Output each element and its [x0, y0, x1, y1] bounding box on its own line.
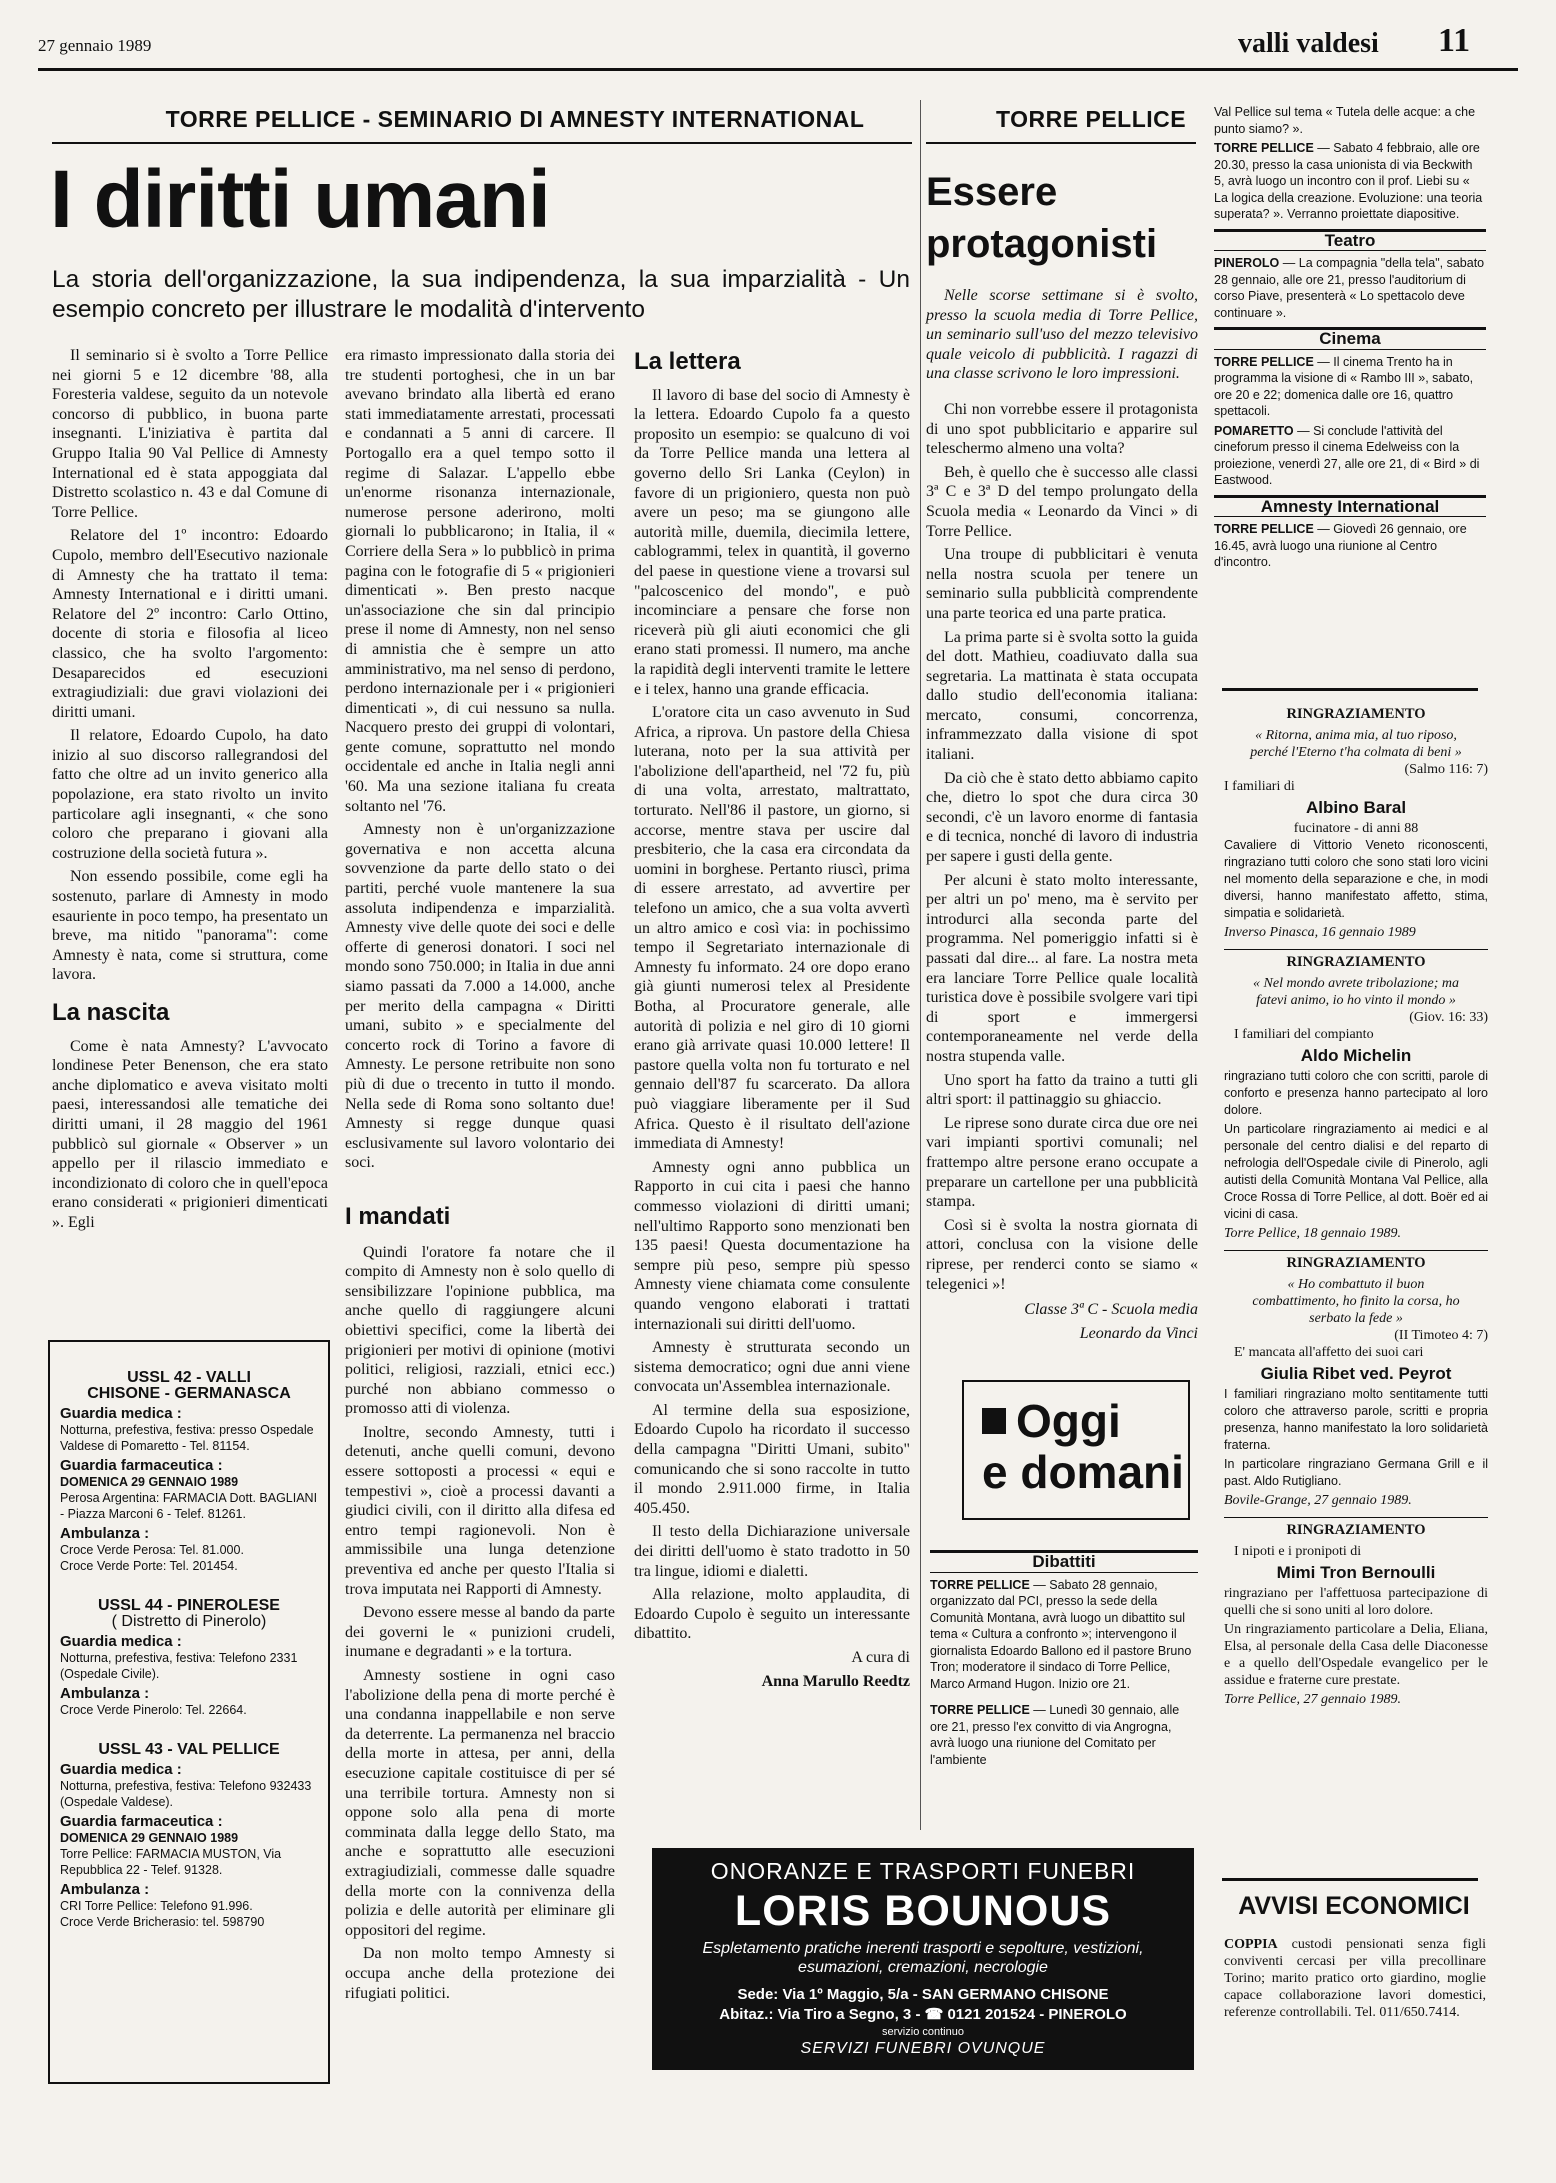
message: I familiari ringraziano molto sentitamente tutti coloro che attraverso parole, scritti e propria presenza, hanno manifestato la loro solidarietà fraterna. [1224, 1387, 1488, 1452]
intro: Nelle scorse settimane si è svolto, presso la scuola media di Torre Pellice, un seminario sull'uso del mezzo televisivo quale veicolo di pubblicità. I ragazzi di una classe scrivono le loro impressioni. [926, 287, 1198, 383]
para: Amnesty è strutturata secondo un sistema democratico; ogni due anni viene convocata un'Assemblea internazionale. [634, 1339, 910, 1396]
text: DOMENICA 29 GENNAIO 1989 [60, 1831, 239, 1845]
ad-sede: Sede: Via 1º Maggio, 5/a - SAN GERMANO CHISONE [737, 1986, 1109, 2003]
protagonisti-body [926, 286, 1198, 1347]
oggi-label: Oggi [1016, 1395, 1121, 1447]
text: Notturna, prefestiva, festiva: presso Ospedale Valdese di Pomaretto - Tel. 81154. [60, 1423, 314, 1453]
quote: « Ho combattuto il buon combattimento, ho finito la corsa, ho serbato la fede » [1252, 1277, 1460, 1326]
cinema-header: Cinema [1214, 327, 1486, 350]
event-place: PINEROLO [1214, 256, 1280, 270]
domani-label: e domani [982, 1446, 1184, 1498]
label: Guardia medica : [60, 1761, 182, 1778]
main-col3 [634, 346, 910, 1695]
para: Beh, è quello che è successo alle classi 3ª C e 3ª D del tempo prolungato della Scuola media « Leonardo da Vinci » di Torre Pellice. [926, 463, 1198, 540]
dibattiti [930, 1544, 1198, 1771]
event-place: TORRE PELLICE [930, 1703, 1030, 1717]
para: Alla relazione, molto applaudita, di Edoardo Cupolo è seguito un interessante dibattito. [634, 1586, 910, 1643]
text: Notturna, prefestiva, festiva: Telefono 2331 (Ospedale Civile). [60, 1651, 298, 1681]
ad-service: servizio continuo [882, 2026, 964, 2038]
deceased-name: Aldo Michelin [1300, 1046, 1412, 1065]
ringraziamento-header: RINGRAZIAMENTO [1224, 1517, 1488, 1539]
protagonisti-kicker: TORRE PELLICE [996, 106, 1187, 132]
protagonisti-headline: Essere protagonisti [926, 170, 1158, 266]
intro: E' mancata all'affetto dei suoi cari [1234, 1345, 1424, 1360]
para: Devono essere messe al bando da parte dei governi le « punizioni crudeli, inumane e degradanti » e la tortura. [345, 1604, 615, 1661]
para: Quindi l'oratore fa notare che il compito di Amnesty non è solo quello di sensibilizzare l'opinione pubblica, ma anche quello di raggiungere alcuni obiettivi specifici, come la libertà dei prigionieri per motivi di opinione (motivi politici, religiosi, razziali, etnici ecc.) purché non abbiano commesso o promosso atti di violenza. [345, 1243, 615, 1418]
para: Inoltre, secondo Amnesty, tutti i detenuti, anche quelli comuni, devono essere sottoposti a processi « equi e tempestivi », cioè a processi davanti a giudici civili, con il diritto alla difesa ed entro tempi ragionevoli. Non è ammissibile una lunga detenzione preventiva ed anche per questo l'Italia si trova imputata nei Rapporti di Amnesty. [345, 1423, 615, 1598]
label: Guardia medica : [60, 1405, 182, 1422]
ad-name: LORIS BOUNOUS [734, 1887, 1112, 1935]
ad-text: custodi pensionati senza figli conviventi cercasi per villa precollinare Torino; marito pratico orto giardino, moglie capace collaborazione lavori domestici, referenze controllabili. Tel. 011/650.7414. [1224, 1937, 1486, 2020]
event [1214, 140, 1486, 223]
avvisi-ad [1224, 1936, 1486, 2021]
subhead-mandati: I mandati [345, 1202, 451, 1230]
para: era rimasto impressionato dalla storia dei tre studenti portoghesi, che in un bar avevano brindato alla libertà ed erano stati immediatamente arrestati, processati e condannati a 5 anni di carcere. Il Portogallo era a quel tempo sotto il regime di Salazar. L'appello ebbe un'enorme risonanza internazionale, numerose persone aderirono, molti giornali lo pubblicarono; in Italia, il « Corriere della Sera » lo pubblicò in prima pagina con le fotografie di 5 « prigionieri dimenticati ». Ben presto nacque un'associazione che sin dal principio prese il nome di Amnesty, non nel senso di amnistia che è sempre un atto amministrativo, ma nel senso di perdono, perdono internazionale per i « prigionieri dimenticati », di cui nessuno sa nulla. Nacquero presto dei gruppi di volontari, gente comune, soprattutto nel mondo occidentale ed anche in Italia negli anni '60. Ma una sezione italiana fu creata soltanto nel '76. [345, 347, 615, 815]
intro: I nipoti e i pronipoti di [1234, 1544, 1362, 1559]
quote-ref: (II Timoteo 4: 7) [1394, 1328, 1488, 1343]
page-number: 11 [1438, 22, 1471, 59]
para: Chi non vorrebbe essere il protagonista di uno spot pubblicitario e apparire sul teleschermo almeno una volta? [926, 400, 1198, 458]
main-kicker: TORRE PELLICE - SEMINARIO DI AMNESTY INTERNATIONAL [165, 106, 865, 132]
event-text: — Sabato 4 febbraio, alle ore 20.30, presso la casa unionista di via Beckwith 5, avrà luogo un incontro con il prof. Liebi su « La logica della creazione. Evoluzione: una teoria superata? ». Verranno proiettate diapositive. [1214, 141, 1483, 221]
ad-desc: Espletamento pratiche inerenti trasporti e sepolture, vestizioni, esumazioni, cremazioni, necrologie [702, 1940, 1144, 1976]
para: Amnesty ogni anno pubblica un Rapporto in cui cita i paesi che hanno commesso violazioni di diritti umani; nell'ultimo Rapporto sono menzionati ben 135 paesi! Questa documentazione ha sempre più peso, sempre più spesso Amnesty viene chiamata come consulente quando vengono elaborati i trattati internazionali sui diritti dell'uomo. [634, 1158, 910, 1333]
ringraziamento-header: RINGRAZIAMENTO [1224, 949, 1488, 971]
message: In particolare ringraziano Germana Grill e il past. Aldo Rutigliano. [1224, 1457, 1488, 1488]
place-date: Bovile-Grange, 27 gennaio 1989. [1224, 1493, 1412, 1508]
para: Al termine della sua esposizione, Edoardo Cupolo ha ricordato il successo della campagna "Diritti Umani, subito" comunicando che si sono raccolte in tutto il mondo 2.911.000 firme, in Italia 405.450. [634, 1401, 910, 1517]
event [1214, 521, 1486, 571]
kicker-rule [926, 142, 1196, 144]
event-text: — Si conclude l'attività del cineforum presso il cinema Edelweiss con la proiezione, venerdì 27, alle ore 21, di « Bird » di Eastwood. [1214, 423, 1480, 487]
deceased-name: Albino Baral [1305, 798, 1407, 817]
text: Perosa Argentina: FARMACIA Dott. BAGLIANI - Piazza Marconi 6 - Telef. 81261. [60, 1491, 318, 1521]
oggi-domani-box [962, 1380, 1190, 1520]
para: Una troupe di pubblicitari è venuta nella nostra scuola per tenere un seminario sulla pubblicità comprendente una parte teorica ed una parte pratica. [926, 546, 1198, 622]
para: Le riprese sono durate circa due ore nei vari impianti sportivi comunali; nel frattempo altre persone erano occupate a preparare un cartellone per una pubblicità stampa. [926, 1114, 1198, 1211]
ringraziamenti [1224, 694, 1488, 1710]
place-date: Torre Pellice, 18 gennaio 1989. [1224, 1226, 1402, 1241]
para: Non essendo possibile, come egli ha sostenuto, parlare di Amnesty in modo esauriente in poco tempo, ha presentato un breve, ma nitido "panorama": come Amnesty è nata, come si struttura, come lavora. [52, 868, 328, 984]
intro: I familiari di [1224, 779, 1295, 794]
deceased-name: Giulia Ribet ved. Peyrot [1260, 1364, 1452, 1383]
masthead: valli valdesi [1238, 28, 1379, 59]
funeral-ad [652, 1848, 1194, 2070]
message: Cavaliere di Vittorio Veneto riconoscenti, ringraziano tutti coloro che sono stati loro vicini nel momento della separazione e che, in modi diversi, hanno manifestato affetto, stima, simpatia e solidarietà. [1224, 838, 1488, 920]
text: CRI Torre Pellice: Telefono 91.996. [60, 1899, 253, 1913]
event: Val Pellice sul tema « Tutela delle acque: a che punto siamo? ». [1214, 105, 1476, 136]
label: Guardia medica : [60, 1633, 182, 1650]
para: Come è nata Amnesty? L'avvocato londinese Peter Benenson, che era stato anche diplomatico e aveva visitato molti paesi, interessandosi alle tematiche dei diritti umani, il 28 maggio del 1961 pubblicò sul giornale « Observer » un appello per il rilascio immediato e incondizionato di coloro che in quell'epoca erano considerati « prigionieri dimenticati ». Egli [52, 1037, 328, 1231]
para: La prima parte si è svolta sotto la guida del dott. Mathieu, coadiuvato dalla sua segretaria. La mattinata è stata occupata dallo studio dell'economia italiana: mercato, consumi, concorrenza, inframmezzato dalla visione di spot italiani. [926, 628, 1198, 764]
kicker-rule [52, 142, 912, 144]
text: Croce Verde Porte: Tel. 201454. [60, 1559, 238, 1573]
ad-bottom: SERVIZI FUNEBRI OVUNQUE [800, 2040, 1046, 2057]
event-place: TORRE PELLICE [1214, 522, 1314, 536]
message: ringraziano per l'affettuosa partecipazione di quelli che si sono uniti al loro dolore. [1224, 1586, 1488, 1618]
deceased-name: Mimi Tron Bernoulli [1276, 1563, 1436, 1582]
para: L'oratore cita un caso avvenuto in Sud Africa, a riprova. Un pastore della Chiesa luterana, noto per la sua attività per l'abolizione dell'apartheid, nel '72 fu, più di una volta, arrestato, maltrattato, torturato. Nell'86 il pastore, un giorno, si accorse, mentre stava per uscire dal presbiterio, che la casa era circondata da uomini in borghese. Pertanto riuscì, prima di essere arrestato, ad avvertire per telefono un amico, che a sua volta avvertì un altro amico e così via: in pochissimo tempo il Segretariato internazionale di Amnesty fu informato. 24 ore dopo erano già giunti numerosi telex al Presidente Botha, al Procuratore generale, alle autorità di polizia e nel giro di 10 giorni erano già arrivate quasi 10.000 lettere! Il pastore quella volta non fu torturato e nel gennaio dell'87 fu scarcerato. Da allora può viaggiare liberamente per il Sud Africa. Questo è il risultato dell'azione immediata di Amnesty! [634, 704, 910, 1153]
ussl-box [48, 1340, 330, 2084]
ad-abit: Abitaz.: Via Tiro a Segno, 3 - ☎ 0121 201524 - PINEROLO [719, 2006, 1127, 2023]
message: ringraziano tutti coloro che con scritti, parole di conforto e presenza hanno partecipato al loro dolore. [1224, 1069, 1488, 1117]
main-col2 [345, 346, 615, 2007]
para: Per alcuni è stato molto interessante, per altri un po' meno, ma è servito per introdurci alla seconda parte del programma. Nel pomeriggio infatti si è passati dal dire... al fare. La nostra meta era lanciare Torre Pellice quale località turistica dove è possibile svolgere vari tipi di sport e immergersi contemporaneamente nel verde della nostra stupenda valle. [926, 871, 1198, 1065]
column-rule [920, 100, 921, 1830]
event-text: — Giovedì 26 gennaio, ore 16.45, avrà luogo una riunione al Centro d'incontro. [1214, 522, 1467, 569]
byline-pre: A cura di [851, 1649, 910, 1666]
right-col-events [1214, 104, 1486, 574]
para: Il lavoro di base del socio di Amnesty è la lettera. Edoardo Cupolo fa a questo proposito un esempio: se qualcuno di voi da Torre Pellice manda una lettera al governo dello Sri Lanka (Ceylon) in favore di un prigioniero, questa non può avere un peso; ma se giungono alle autorità mille, duemila, diecimila lettere, cablogrammi, telex in quantità, il governo del paese in questione viene a trovarsi sul "palcoscenico del mondo", e può incominciare a pensare che forse non riceverà più gli aiuti economici che gli erano stati promessi. Il numero, ma anche la rapidità degli interventi tramite le lettere e i telex, hanno una grande efficacia. [634, 386, 910, 698]
para: Da ciò che è stato detto abbiamo capito che, dietro lo spot che dura circa 30 secondi, c'è un lavoro enorme di fantasia e di tecnica, nonché di lavoro di industria per sapere i gusti della gente. [926, 769, 1198, 866]
ussl44-title: USSL 44 - PINEROLESE [98, 1597, 280, 1614]
main-col1 [52, 346, 328, 1237]
ringraziamento-header: RINGRAZIAMENTO [1286, 706, 1426, 722]
text: Croce Verde Pinerolo: Tel. 22664. [60, 1703, 247, 1717]
deceased-desc: fucinatore - di anni 88 [1293, 821, 1419, 836]
ad-top: ONORANZE E TRASPORTI FUNEBRI [710, 1858, 1136, 1884]
text: Torre Pellice: FARMACIA MUSTON, Via Repubblica 22 - Telef. 91328. [60, 1847, 282, 1877]
para: Relatore del 1º incontro: Edoardo Cupolo, membro dell'Esecutivo nazionale di Amnesty che ha trattato il tema: Amnesty International e i diritti umani. Relatore del 2º incontro: Carlo Ottino, docente di storia e filosofia al liceo classico, che ha svolto l'argomento: Desaparecidos ed esecuzioni extragiudiziali: due gravi violazioni dei diritti umani. [52, 527, 328, 721]
event-place: TORRE PELLICE [1214, 141, 1314, 155]
para: Amnesty sostiene in ogni caso l'abolizione della pena di morte perché è una condanna inappellabile e non serve da deterrente. La permanenza nel braccio della morte in attesa, per anni, della esecuzione capitale costituisce di per sé una terribile tortura. Amnesty non si oppone solo alla pena di morte comminata dalla legge dello Stato, ma anche e soprattutto alle esecuzioni extragiudiziali, commesse dalle squadre della morte con la connivenza della polizia e delle autorità per eliminare gli oppositori del regime. [345, 1667, 615, 1939]
ussl42-subtitle: CHISONE - GERMANASCA [87, 1385, 291, 1402]
label: Ambulanza : [60, 1525, 150, 1542]
message: Un ringraziamento particolare a Delia, Eliana, Elsa, al personale della Casa delle Diaconesse e a quello dell'Ospedale evangelico per le assidue e fraterne cure prestate. [1224, 1622, 1488, 1688]
label: Ambulanza : [60, 1685, 150, 1702]
square-bullet-icon [982, 1408, 1006, 1434]
quote: « Nel mondo avrete tribolazione; ma fatevi animo, io ho vinto il mondo » [1253, 976, 1459, 1008]
byline: Anna Marullo Reedtz [761, 1672, 910, 1690]
place-date: Inverso Pinasca, 16 gennaio 1989 [1224, 925, 1416, 940]
message: Un particolare ringraziamento ai medici e al personale del centro dialisi e del reparto di nefrologia dell'Ospedale civile di Pinerolo, agli autisti della Comunità Montana Val Pellice, alla Croce Rossa di Torre Pellice, al dott. Boër ed ai vicini di casa. [1224, 1122, 1488, 1221]
label: Guardia farmaceutica : [60, 1457, 223, 1474]
ussl44-subtitle: ( Distretto di Pinerolo) [111, 1613, 267, 1630]
ussl43-title: USSL 43 - VAL PELLICE [98, 1741, 280, 1758]
event-place: POMARETTO [1214, 423, 1294, 438]
event-place: TORRE PELLICE [1214, 354, 1314, 369]
event-place: TORRE PELLICE [930, 1577, 1030, 1592]
event-text: — Lunedì 30 gennaio, alle ore 21, presso l'ex convitto di via Angrogna, avrà luogo una riunione del Comitato per l'ambiente [930, 1703, 1180, 1767]
event [1214, 423, 1486, 489]
section-rule [1222, 1878, 1478, 1881]
text: Notturna, prefestiva, festiva: Telefono 932433 (Ospedale Valdese). [60, 1779, 312, 1809]
event [1214, 255, 1486, 321]
text: Croce Verde Bricherasio: tel. 598790 [60, 1915, 265, 1929]
event [930, 1702, 1198, 1768]
header-rule [38, 68, 1518, 71]
quote: « Ritorna, anima mia, al tuo riposo, perché l'Eterno t'ha colmata di beni » [1250, 728, 1462, 760]
main-deck: La storia dell'organizzazione, la sua indipendenza, la sua imparzialità - Un esempio concreto per illustrare le modalità d'intervento [52, 266, 910, 323]
para: Amnesty non è un'organizzazione governativa e non accetta alcuna sovvenzione da parte dello stato o dei partiti, perché vuole mantenere la sua assoluta indipendenza e imparzialità. Amnesty vive delle quote dei soci e delle offerte di generosi donatori. I soci nel mondo sono 750.000; in Italia in due anni siamo passati da 7.000 a 14.000, anche per merito della campagna « Diritti umani, subito » e specialmente del concerto rock di Torino a favore di Amnesty. Le persone retribuite non sono più di due o trecento in tutto il mondo. Nella sede di Roma sono soltanto due! Amnesty si regge dunque quasi esclusivamente sul lavoro volontario dei soci. [345, 821, 615, 1172]
event-text: — La compagnia "della tela", sabato 28 gennaio, alle ore 21, presso l'auditorium di corso Piave, presenterà « Lo spettacolo deve continuare ». [1214, 256, 1485, 320]
teatro-header: Teatro [1214, 229, 1486, 252]
subhead-nascita: La nascita [52, 999, 170, 1026]
para: Il relatore, Edoardo Cupolo, ha dato inizio al suo discorso rallegrandosi del fatto che oltre ad un invito generico alla popolazione, era stato rivolto un invito particolare agli insegnanti, « che sono coloro che preparano i giovani alla costruzione della società futura ». [52, 727, 328, 862]
place-date: Torre Pellice, 27 gennaio 1989. [1224, 1692, 1402, 1707]
subhead-lettera: La lettera [634, 348, 741, 375]
dibattiti-header: Dibattiti [930, 1550, 1198, 1573]
event-text: — Sabato 28 gennaio, organizzato dal PCI, presso la sede della Comunità Montana, avrà luogo un dibattito sul tema « Cultura a confronto »; intervengono il giornalista Edoardo Ballono ed il pastore Bruno Tron; moderatore il sindaco di Torre Pellice, Marco Armand Hugon. Inizio ore 21. [930, 1577, 1192, 1691]
ussl42-title: USSL 42 - VALLI [127, 1369, 251, 1386]
section-rule [1222, 688, 1478, 691]
intro: I familiari del compianto [1234, 1027, 1374, 1042]
para: Il seminario si è svolto a Torre Pellice nei giorni 5 e 12 dicembre '88, alla Foresteria valdese, seguito da un notevole concorso di pubblico, in buona parte insegnanti. L'iniziativa è partita dal Gruppo Italia 90 Val Pellice di Amnesty International ed è stata appoggiata dal Distretto scolastico n. 43 e dal Comune di Torre Pellice. [52, 347, 328, 521]
amnesty-header: Amnesty International [1214, 495, 1486, 518]
event-text: — Il cinema Trento ha in programma la visione di « Rambo III », sabato, ore 20 e 22; domenica dalle ore 16, quattro spettacoli. [1214, 354, 1474, 418]
para: Così si è svolta la nostra giornata di attori, conclusa con la visione delle riprese, per renderci conto se siamo « telegenici »! [926, 1216, 1198, 1293]
signature: Classe 3ª C - Scuola media [1024, 1301, 1198, 1319]
avvisi-title: AVVISI ECONOMICI [1238, 1892, 1470, 1920]
label: Ambulanza : [60, 1881, 150, 1898]
page-date: 27 gennaio 1989 [38, 36, 152, 55]
ad-lead: COPPIA [1224, 1937, 1278, 1952]
ringraziamento-header: RINGRAZIAMENTO [1224, 1250, 1488, 1272]
para: Da non molto tempo Amnesty si occupa anche della protezione dei rifugiati politici. [345, 1945, 615, 2002]
text: DOMENICA 29 GENNAIO 1989 [60, 1475, 239, 1489]
text: Croce Verde Perosa: Tel. 81.000. [60, 1543, 244, 1557]
event [930, 1577, 1198, 1693]
signature: Leonardo da Vinci [1079, 1324, 1198, 1342]
quote-ref: (Salmo 116: 7) [1404, 762, 1488, 777]
label: Guardia farmaceutica : [60, 1813, 223, 1830]
para: Il testo della Dichiarazione universale dei diritti dell'uomo è stato tradotto in 50 tra lingue, idiomi e dialetti. [634, 1523, 910, 1580]
para: Uno sport ha fatto da traino a tutti gli altri sport: il pattinaggio su ghiaccio. [926, 1071, 1198, 1109]
event [1214, 354, 1486, 420]
quote-ref: (Giov. 16: 33) [1409, 1010, 1488, 1025]
main-headline: I diritti umani [50, 154, 550, 245]
